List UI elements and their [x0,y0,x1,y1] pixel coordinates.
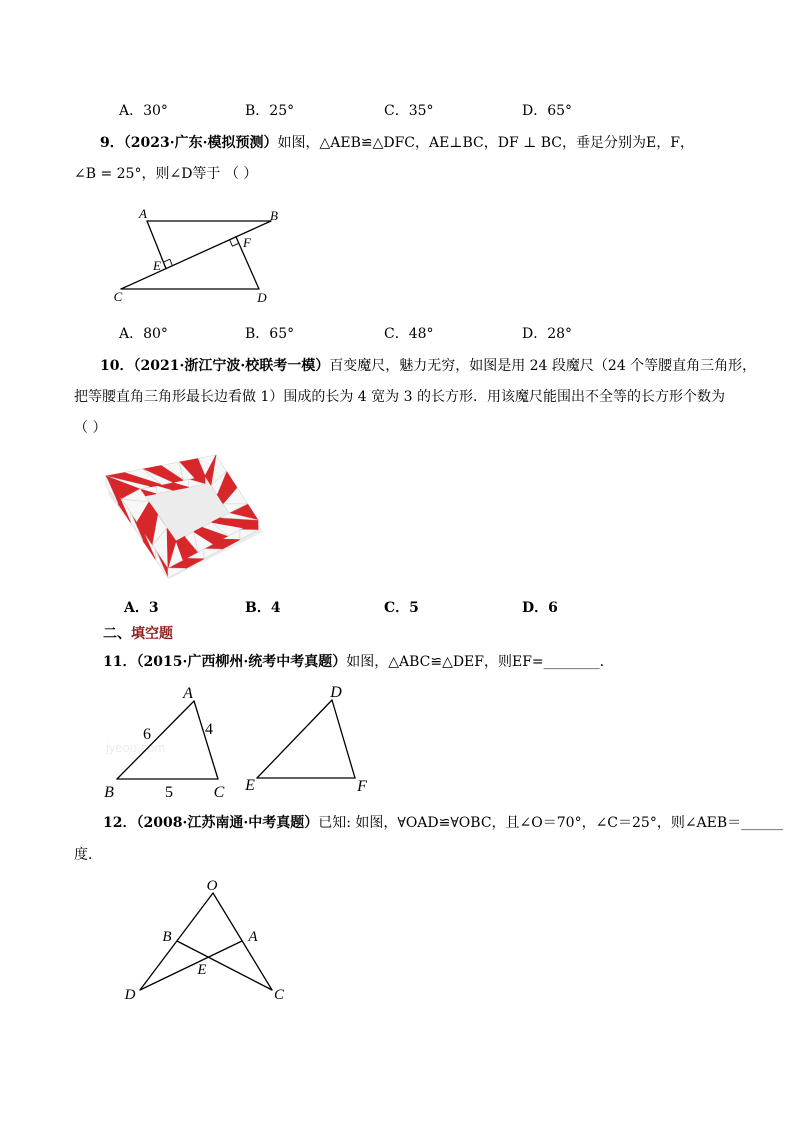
prev-option-c[interactable]: C．35° [384,103,434,119]
figure-q9 [114,206,278,305]
side-ab-length: 6 [143,726,151,743]
q9-option-d[interactable]: D．28° [522,326,573,342]
label-d: D [124,987,136,1003]
prev-option-b[interactable]: B．25° [245,103,295,119]
figure-q12 [124,878,285,1003]
q10-prefix: 10．（2021·浙江宁波·校联考一模） [100,358,330,374]
magic-ruler-side-triangle [186,558,204,568]
label-e: E [197,962,207,978]
label-b: B [270,208,278,223]
label-o: O [206,878,218,894]
label-f: F [243,235,251,250]
q11-prefix: 11．（2015·广西柳州·统考中考真题） [103,654,347,670]
label-e: E [245,777,255,794]
segment-ed [257,700,332,778]
q10-line-2: 把等腰直角三角形最长边看做 1）围成的长为 4 宽为 3 的长方形．用该魔尺能围出不全等的长方形个数为 [74,389,725,405]
watermark: jyeoo.com [106,740,166,755]
magic-ruler-side-triangle [168,568,186,578]
q10-option-c[interactable]: C．5 [384,600,419,616]
q10-option-a[interactable]: A．3 [124,600,159,616]
label-d: D [257,290,267,305]
label-b: B [104,784,114,801]
q12-prefix: 12．（2008·江苏南通·中考真题） [103,815,319,831]
segment-df [332,700,355,778]
label-b: B [162,929,172,945]
label-c: C [213,784,225,801]
side-ac-length: 4 [205,721,213,738]
q9-option-b[interactable]: B．65° [245,326,295,342]
side-bc-length: 5 [165,784,173,801]
label-c: C [113,289,123,304]
q11-text-1[interactable]: 如图，△ABC≌△DEF，则EF=________． [346,654,614,670]
q9-line-2: ∠B = 25°，则∠D等于 （ ） [74,166,258,182]
label-c: C [273,987,285,1003]
q10-option-d[interactable]: D．6 [522,600,558,616]
figure-q11 [104,684,367,801]
q9-text-1: 如图，△AEB≌△DFC，AE⊥BC，DF ⊥ BC，垂足分别为E，F， [277,135,694,151]
q10-text-1: 百变魔尺，魅力无穷，如图是用 24 段魔尺（24 个等腰直角三角形， [329,358,757,374]
label-f: F [357,778,367,795]
section-number: 二、 [103,626,131,642]
label-d: D [330,684,342,701]
label-a: A [248,929,258,945]
q9-option-c[interactable]: C．48° [384,326,434,342]
prev-option-d[interactable]: D．65° [522,103,573,119]
magic-ruler-photo [106,455,263,578]
q12-line-2: 度． [74,847,102,863]
q9-option-a[interactable]: A．80° [119,326,168,342]
segment-ac [194,701,218,779]
q12-text-1[interactable]: 已知: 如图，∀OAD≌∀OBC，且∠O＝70°，∠C＝25°，则∠AEB＝______ [318,815,784,831]
q10-option-b[interactable]: B．4 [245,600,281,616]
label-a: A [139,206,147,221]
q9-prefix: 9．（2023·广东·模拟预测） [100,135,278,151]
segment-bc [121,221,271,289]
prev-option-a[interactable]: A．30° [119,103,168,119]
q10-line-3: （ ） [74,420,107,436]
section-title: 填空题 [131,626,173,642]
label-e: E [153,258,161,273]
label-a: A [183,685,193,702]
